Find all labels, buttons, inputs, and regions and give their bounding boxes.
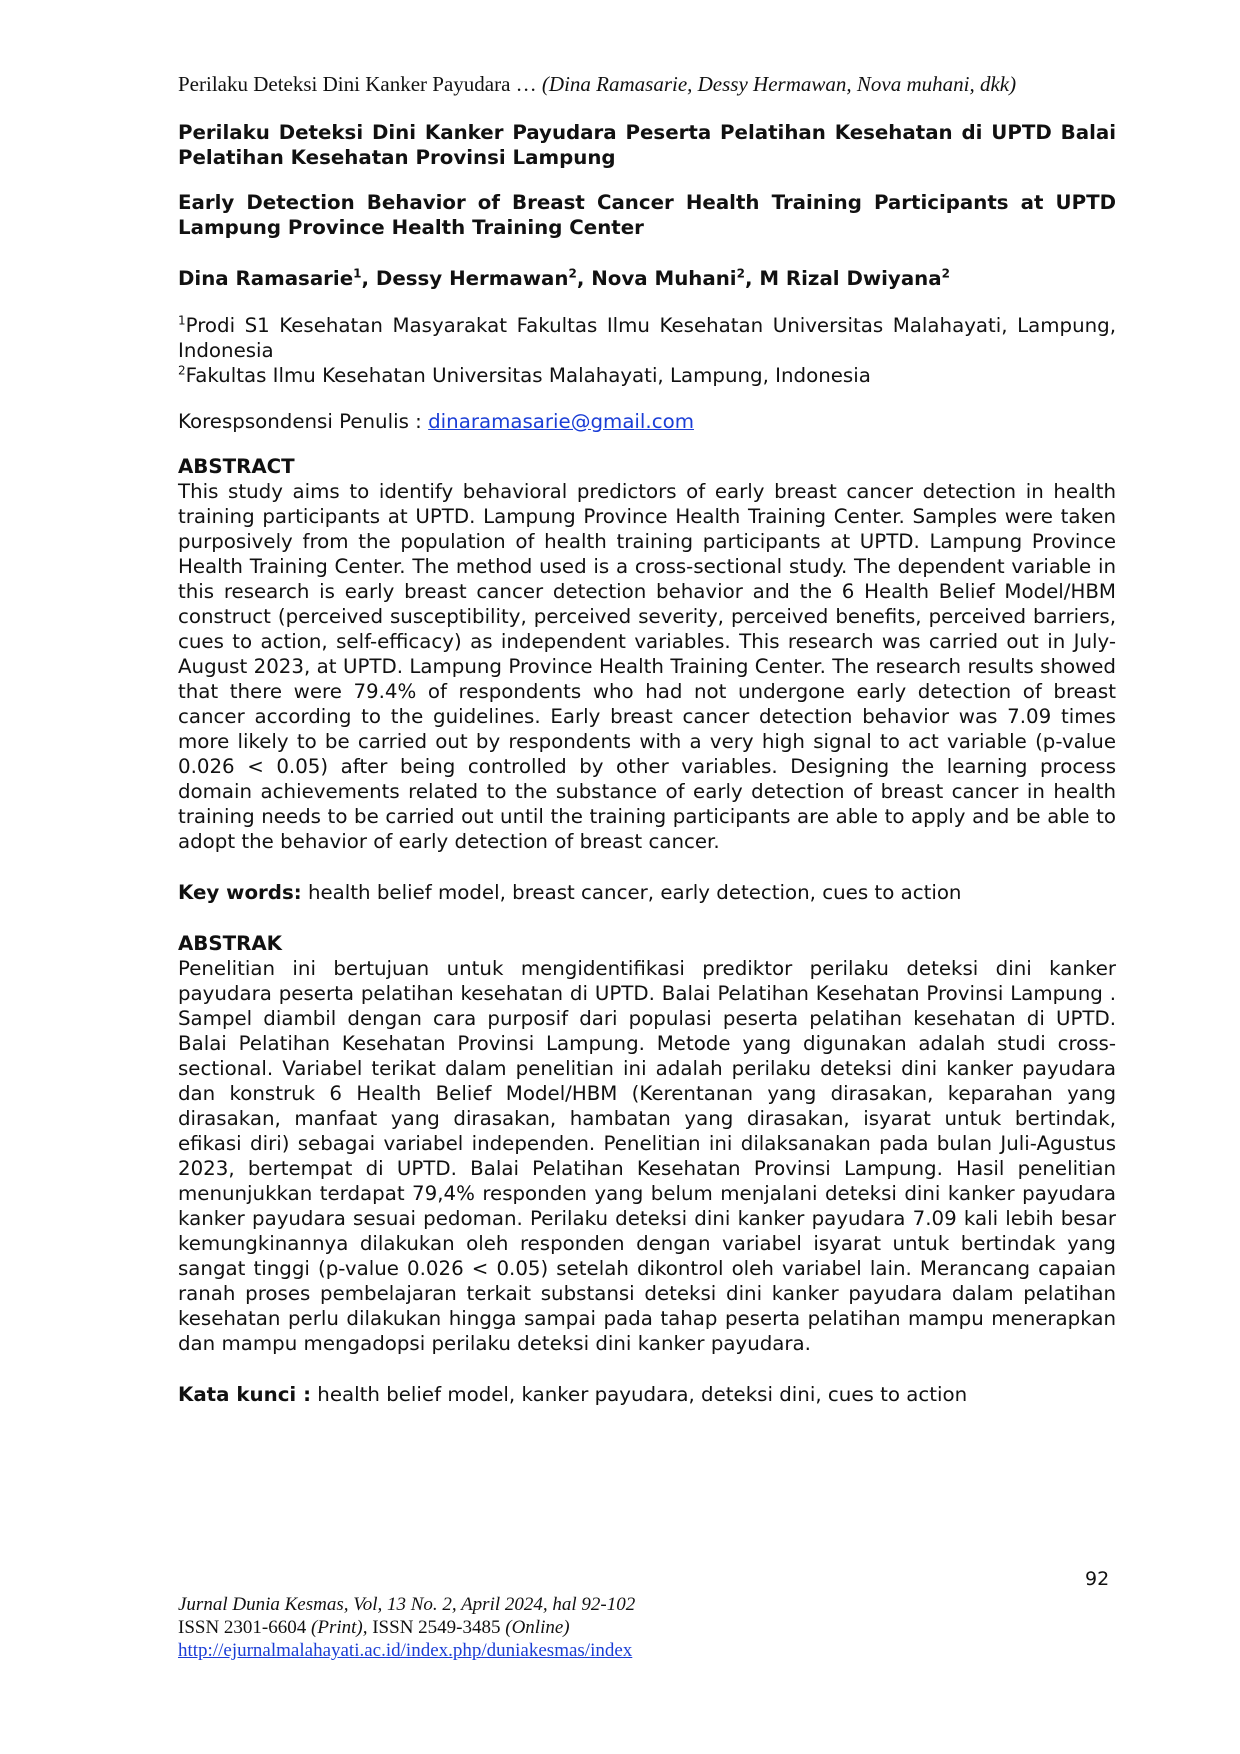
author-separator: , xyxy=(576,267,592,290)
author-separator: , xyxy=(361,267,376,290)
journal-footer xyxy=(178,1593,635,1662)
keywords-text: health belief model, breast cancer, early detection, cues to action xyxy=(301,881,962,904)
keywords-label: Key words: xyxy=(178,881,302,904)
affiliation-mark: 2 xyxy=(178,363,186,378)
correspondence xyxy=(178,409,1116,434)
author-affiliation-mark: 2 xyxy=(568,266,577,281)
author-name: Dina Ramasarie xyxy=(178,267,354,290)
author-name: M Rizal Dwiyana xyxy=(759,267,942,290)
author-name: Dessy Hermawan xyxy=(375,267,569,290)
author-affiliation-mark: 2 xyxy=(941,266,950,281)
correspondence-label: Korespsondensi Penulis : xyxy=(178,410,429,433)
keywords-english xyxy=(178,880,1116,905)
affiliation-1 xyxy=(178,313,1116,363)
affiliation-text: Prodi S1 Kesehatan Masyarakat Fakultas Ilmu Kesehatan Universitas Malahayati, Lampung, Indonesia xyxy=(178,314,1116,362)
abstract-heading: ABSTRACT xyxy=(178,455,295,478)
affiliation-2 xyxy=(178,363,1116,388)
author-list xyxy=(178,266,1116,291)
issn-line xyxy=(178,1616,635,1639)
author-affiliation-mark: 1 xyxy=(353,266,362,281)
abstract-text: This study aims to identify behavioral predictors of early breast cancer detection in health training participants at UPTD. Lampung Province Health Training Center. Samples were taken purposively from the population of health training participants at UPTD. Lampung Province Health Training Center. The method used is a cross-sectional study. The dependent variable in this research is early breast cancer detection behavior and the 6 Health Belief Model/HBM construct (perceived susceptibility, perceived severity, perceived benefits, perceived barriers, cues to action, self-efficacy) as independent variables. This research was carried out in July-August 2023, at UPTD. Lampung Province Health Training Center. The research results showed that there were 79.4% of respondents who had not undergone early detection of breast cancer according to the guidelines. Early breast cancer detection behavior was 7.09 times more likely to be carried out by respondents with a very high signal to act variable (p-value 0.026 < 0.05) after being controlled by other variables. Designing the learning process domain achievements related to the substance of early detection of breast cancer in health training needs to be carried out until the training participants are able to apply and be able to adopt the behavior of early detection of breast cancer. xyxy=(178,480,1116,853)
author-separator: , xyxy=(744,267,760,290)
kata-kunci-label: Kata kunci : xyxy=(178,1383,311,1406)
issn-online-label: (Online) xyxy=(505,1617,570,1638)
issn-print: ISSN 2301-6604 xyxy=(178,1617,312,1638)
issn-online: ISSN 2549-3485 xyxy=(367,1617,506,1638)
abstrak-text: Penelitian ini bertujuan untuk mengidentifikasi prediktor perilaku deteksi dini kanker payudara peserta pelatihan kesehatan di UPTD. Balai Pelatihan Kesehatan Provinsi Lampung . Sampel diambil dengan cara purposif dari populasi peserta pelatihan kesehatan di UPTD. Balai Pelatihan Kesehatan Provinsi Lampung. Metode yang digunakan adalah studi cross-sectional. Variabel terikat dalam penelitian ini adalah perilaku deteksi dini kanker payudara dan konstruk 6 Health Belief Model/HBM (Kerentanan yang dirasakan, keparahan yang dirasakan, manfaat yang dirasakan, hambatan yang dirasakan, isyarat untuk bertindak, efikasi diri) sebagai variabel independen. Penelitian ini dilaksanakan pada bulan Juli-Agustus 2023, bertempat di UPTD. Balai Pelatihan Kesehatan Provinsi Lampung. Hasil penelitian menunjukkan terdapat 79,4% responden yang belum menjalani deteksi dini kanker payudara kanker payudara sesuai pedoman. Perilaku deteksi dini kanker payudara 7.09 kali lebih besar kemungkinannya dilakukan oleh responden dengan variabel isyarat untuk bertindak yang sangat tinggi (p-value 0.026 < 0.05) setelah dikontrol oleh variabel lain. Merancang capaian ranah proses pembelajaran terkait substansi deteksi dini kanker payudara dalam pelatihan kesehatan perlu dilakukan hingga sampai pada tahap peserta pelatihan mampu menerapkan dan mampu mengadopsi perilaku deteksi dini kanker payudara. xyxy=(178,957,1116,1355)
keywords-indonesian xyxy=(178,1382,1116,1407)
running-header xyxy=(178,72,1118,97)
correspondence-email-link[interactable]: dinaramasarie@gmail.com xyxy=(428,410,694,433)
journal-url-link[interactable]: http://ejurnalmalahayati.ac.id/index.php/duniakesmas/index xyxy=(178,1640,633,1661)
article-title-indonesian: Perilaku Deteksi Dini Kanker Payudara Peserta Pelatihan Kesehatan di UPTD Balai Pelatihan Kesehatan Provinsi Lampung xyxy=(178,121,1116,169)
abstrak-heading: ABSTRAK xyxy=(178,932,282,955)
author-affiliation-mark: 2 xyxy=(736,266,745,281)
running-header-title: Perilaku Deteksi Dini Kanker Payudara … xyxy=(178,72,542,96)
article-title-english: Early Detection Behavior of Breast Cancer Health Training Participants at UPTD Lampung Province Health Training Center xyxy=(178,191,1116,239)
issn-print-label: (Print), xyxy=(311,1617,368,1638)
kata-kunci-text: health belief model, kanker payudara, deteksi dini, cues to action xyxy=(311,1383,968,1406)
journal-citation: Jurnal Dunia Kesmas, Vol, 13 No. 2, April 2024, hal 92-102 xyxy=(178,1594,636,1615)
article-body xyxy=(178,120,1116,1433)
author-name: Nova Muhani xyxy=(591,267,737,290)
running-header-authors: (Dina Ramasarie, Dessy Hermawan, Nova muhani, dkk) xyxy=(541,72,1017,96)
affiliation-mark: 1 xyxy=(178,313,186,328)
page-number: 92 xyxy=(1085,1568,1110,1590)
affiliation-text: Fakultas Ilmu Kesehatan Universitas Malahayati, Lampung, Indonesia xyxy=(185,364,871,387)
